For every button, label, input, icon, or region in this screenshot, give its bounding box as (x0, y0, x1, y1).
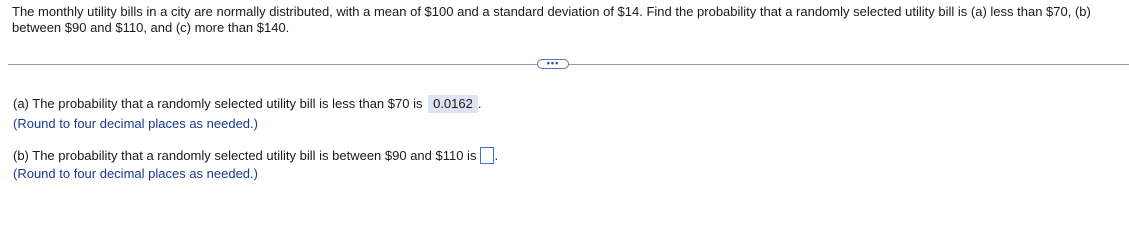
more-dots-icon: ••• (546, 57, 560, 68)
question-text: The monthly utility bills in a city are normally distributed, with a mean of $100 and a standard deviation of $14. Find the probability that a randomly selected utility bill is (a) less than $70, (b) between $90 and $110, and (c) more than $140. (12, 4, 1091, 35)
part-a-prompt: (a) The probability that a randomly selected utility bill is less than $70 is (13, 96, 423, 111)
part-b-line (13, 147, 498, 164)
part-a-note: (Round to four decimal places as needed.) (13, 116, 258, 131)
part-a-line (13, 95, 481, 113)
part-b-answer-input[interactable] (480, 147, 494, 164)
part-a-suffix: . (477, 96, 482, 111)
part-a-answer[interactable]: 0.0162 (428, 95, 478, 113)
part-b-suffix: . (494, 148, 499, 163)
expand-button[interactable] (537, 59, 569, 69)
part-b-note: (Round to four decimal places as needed.) (13, 166, 258, 181)
part-b-prompt: (b) The probability that a randomly selected utility bill is between $90 and $110 is (13, 148, 477, 163)
